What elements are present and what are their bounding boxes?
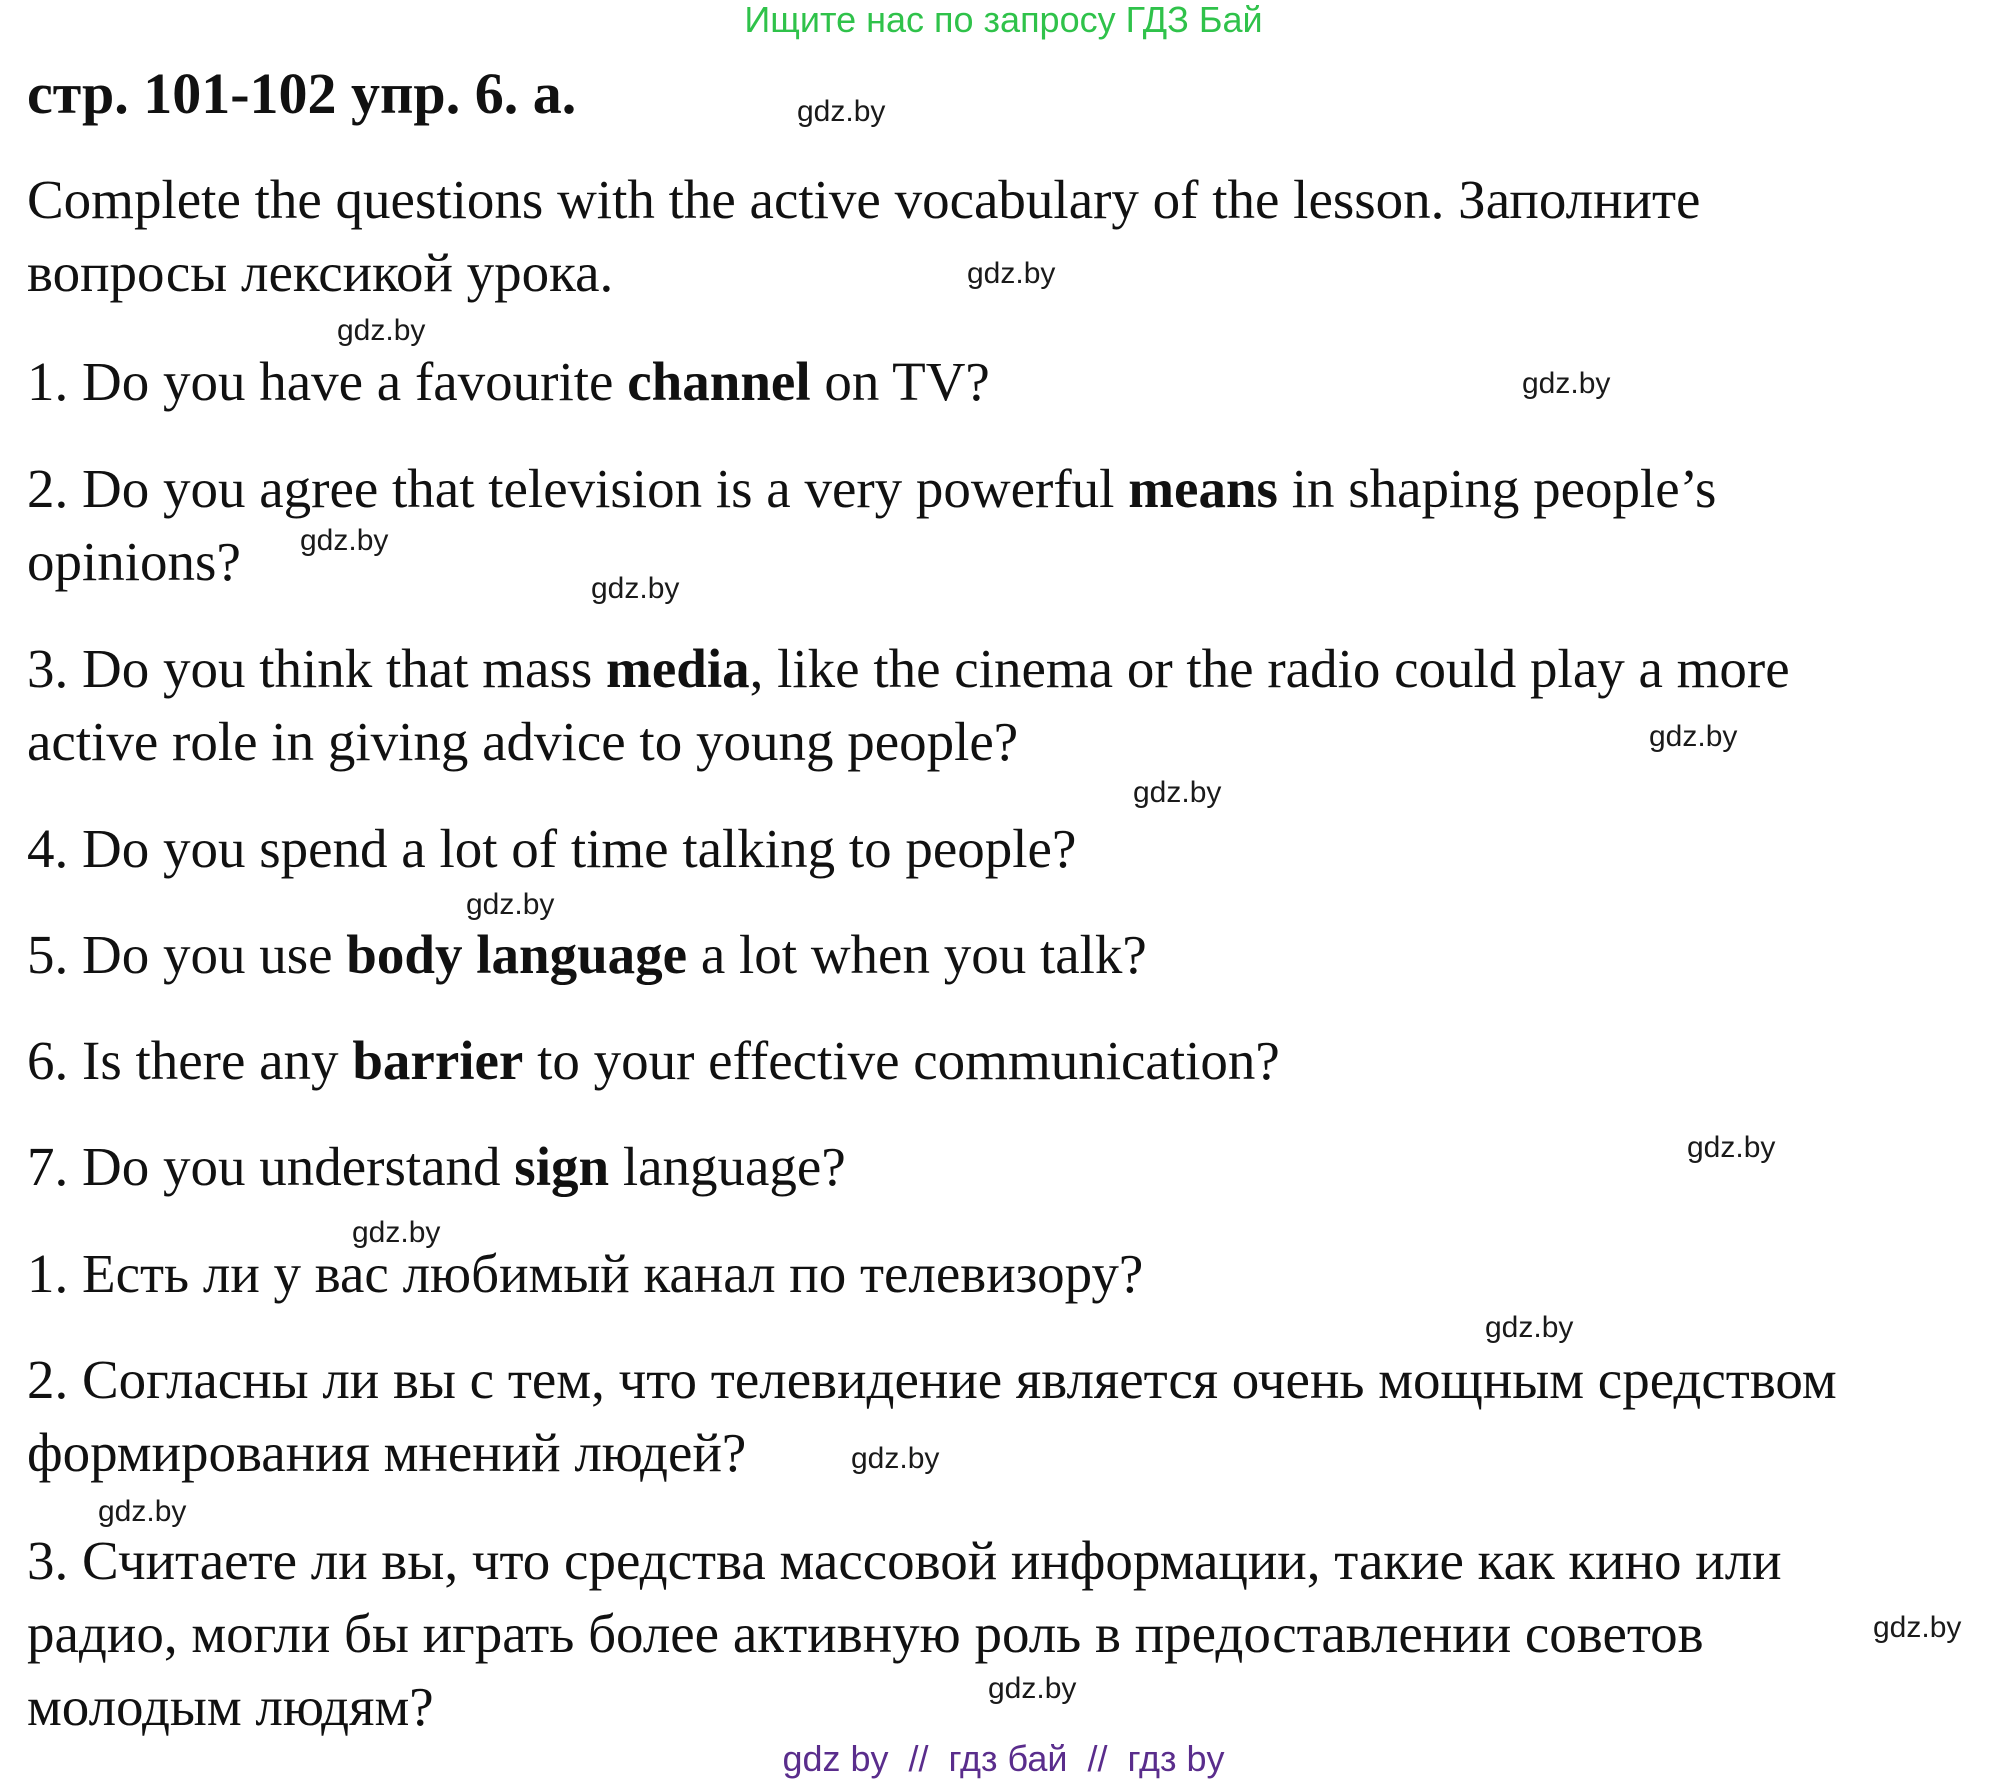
vocab-sign: sign — [514, 1136, 610, 1197]
watermark: gdz.by — [1485, 1311, 1574, 1344]
question-en-5: 5. Do you use body language a lot when you talk? — [27, 924, 1147, 985]
question-ru-2: 2. Согласны ли вы с тем, что телевидение является очень мощным средством формирования мнений людей? — [27, 1349, 1837, 1483]
question-en-6: 6. Is there any barrier to your effective communication? — [27, 1030, 1280, 1091]
watermark: gdz.by — [851, 1442, 940, 1475]
question-ru-3: 3. Считаете ли вы, что средства массовой информации, такие как кино или радио, могли бы играть более активную роль в предоставлении советов молодым людям? — [27, 1530, 1782, 1737]
watermark: gdz.by — [988, 1672, 1077, 1705]
question-en-4: 4. Do you spend a lot of time talking to people? — [27, 818, 1077, 879]
instruction-line-1: Complete the questions with the active vocabulary of the lesson. Заполните — [27, 169, 1701, 230]
instruction-line-2: вопросы лексикой урока. — [27, 242, 614, 303]
watermark: gdz.by — [1873, 1611, 1962, 1644]
question-en-7: 7. Do you understand sign language? — [27, 1136, 846, 1197]
watermark: gdz.by — [1687, 1131, 1776, 1164]
footer-links: gdz by // гдз бай // гдз by — [782, 1738, 1225, 1779]
watermark: gdz.by — [591, 572, 680, 605]
watermark: gdz.by — [797, 95, 886, 128]
vocab-media: media — [606, 638, 750, 699]
vocab-body-language: body language — [346, 924, 688, 985]
question-en-2: 2. Do you agree that television is a very powerful means in shaping people’s opinions? — [27, 458, 1717, 592]
watermark: gdz.by — [98, 1495, 187, 1528]
watermark: gdz.by — [1522, 367, 1611, 400]
watermark: gdz.by — [352, 1216, 441, 1249]
watermark: gdz.by — [1133, 776, 1222, 809]
page-title: стр. 101-102 упр. 6. а. — [27, 61, 577, 126]
vocab-barrier: barrier — [352, 1030, 524, 1091]
vocab-channel: channel — [627, 351, 811, 412]
vocab-means: means — [1128, 458, 1278, 519]
search-banner: Ищите нас по запросу ГДЗ Бай — [744, 0, 1263, 40]
watermark: gdz.by — [466, 888, 555, 921]
watermark: gdz.by — [300, 524, 389, 557]
watermark: gdz.by — [1649, 720, 1738, 753]
watermark: gdz.by — [337, 314, 426, 347]
watermark: gdz.by — [967, 257, 1056, 290]
question-en-3: 3. Do you think that mass media, like the cinema or the radio could play a more active role in giving advice to young people? — [27, 638, 1790, 772]
question-en-1: 1. Do you have a favourite channel on TV? — [27, 351, 990, 412]
question-ru-1: 1. Есть ли у вас любимый канал по телевизору? — [27, 1243, 1144, 1304]
